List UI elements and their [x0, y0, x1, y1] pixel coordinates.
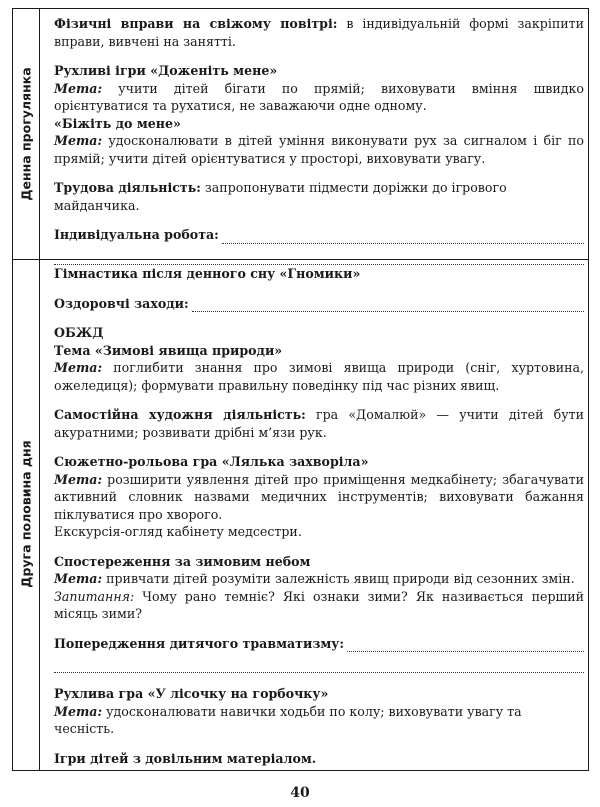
page-number: 40	[290, 785, 310, 801]
health-measures: Оздоровчі заходи:	[54, 295, 584, 313]
gym-title: Гімнастика після денного сну «Гномики»	[54, 266, 361, 281]
topic-title: Тема «Зимові явища природи»	[54, 342, 283, 358]
topic-goal: Мета: поглибити знання про зимові явища природи (сніг, хуртовина, ожеледиця); формувати правильну поведінку під час різних явищ.	[54, 360, 584, 393]
observe-questions: Запитання: Чому рано темніє? Які ознаки зими? Як називається перший місяць зими?	[54, 588, 584, 621]
game2-goal: Мета: удосконалювати в дітей уміння виконувати рух за сигналом і біг по прямій; учити дітей орієнтуватися у просторі, виховувати увагу.	[54, 133, 584, 166]
dotted-line	[54, 252, 584, 265]
free-play: Ігри дітей з довільним матеріалом.	[54, 750, 317, 766]
observe-title: Спостереження за зимовим небом	[54, 553, 311, 569]
dotted-line	[54, 660, 584, 673]
excursion: Екскурсія-огляд кабінету медсестри.	[54, 524, 302, 539]
labor-activity: Трудова діяльність: запропонувати підмести доріжки до ігрового майданчика.	[54, 180, 507, 213]
mobile-game-title: Рухлива гра «У лісочку на горбочку»	[54, 686, 329, 701]
obzhd-title: ОБЖД	[54, 325, 104, 340]
role-game-goal: Мета: розширити уявлення дітей про приміщення медкабінету; збагачувати активний словник назвами медичних інструментів; виховувати бажання піклуватися про хворого.	[54, 471, 584, 522]
plan-table	[12, 8, 589, 771]
physical-exercises: Фізичні вправи на свіжому повітрі: в індивідуальній формі закріпити вправи, вивчені на занятті.	[54, 16, 584, 49]
walk-side-cell	[13, 9, 39, 259]
walk-section-label: Денна прогулянка	[18, 67, 34, 201]
side-column-divider	[39, 9, 40, 770]
dotted-fill	[192, 299, 584, 312]
game1-title: Рухливі ігри «Доженіть мене»	[54, 63, 278, 78]
individual-work: Індивідуальна робота:	[54, 226, 584, 244]
afternoon-content	[54, 265, 584, 767]
art-activity: Самостійна художня діяльність: гра «Домалюй» — учити дітей бути акуратними; розвивати дрібні м’язи рук.	[54, 407, 584, 440]
game2-title: «Біжіть до мене»	[54, 115, 181, 131]
walk-content	[54, 15, 584, 265]
observe-goal: Мета: привчати дітей розуміти залежність явищ природи від сезонних змін.	[54, 571, 575, 586]
dotted-fill	[347, 639, 584, 652]
role-game-title: Сюжетно-рольова гра «Лялька захворіла»	[54, 454, 369, 469]
afternoon-side-cell	[13, 259, 39, 769]
afternoon-section-label: Друга половина дня	[18, 440, 34, 588]
mobile-game-goal: Мета: удосконалювати навички ходьби по колу; виховувати увагу та чесність.	[54, 703, 522, 736]
game1-goal: Мета: учити дітей бігати по прямій; виховувати вміння швидко орієнтуватися та рухатися, не заважаючи одне одному.	[54, 80, 584, 113]
dotted-fill	[222, 231, 584, 244]
injury-prevention: Попередження дитячого травматизму:	[54, 635, 584, 653]
